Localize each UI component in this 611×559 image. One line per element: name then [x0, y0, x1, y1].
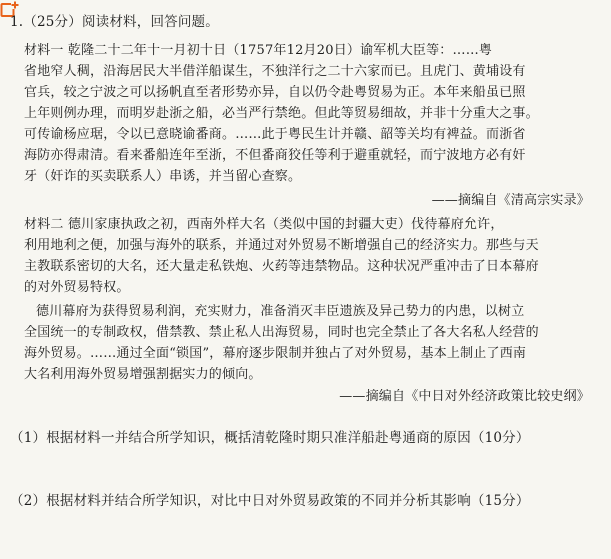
material2b-line: 全国统一的专制政权，借禁教、禁止私人出海贸易，同时也完全禁止了各大名私人经营的	[24, 325, 539, 340]
question-1: （1）根据材料一并结合所学知识，概括清乾隆时期只准洋船赴粤通商的原因（10分）	[10, 430, 530, 446]
material2-line: 利用地利之便，加强与海外的联系，并通过对外贸易不断增强自己的经济实力。那些与天	[24, 238, 539, 253]
material1-line: 牙（奸诈的买卖联系人）串诱，并当留心查察。	[24, 169, 302, 184]
material1-line: 可传谕杨应琚，令以已意晓谕番商。……此于粤民生计并赣、韶等关均有裨益。而浙省	[24, 127, 526, 142]
material2b-line: 德川幕府为获得贸易利润，充实财力，准备消灭丰臣遗族及异己势力的内患，以树立	[36, 304, 525, 319]
material2b-line: 大名利用海外贸易增强割据实力的倾向。	[24, 367, 262, 382]
material1-line: 官兵，较之宁波之可以扬帆直至者形势亦异，自以仍令赴粤贸易为正。本年来船虽已照	[24, 85, 526, 100]
material1-line: 上年则例办理，而明岁赴浙之船，必当严行禁绝。但此等贸易细故，并非十分重大之事。	[24, 106, 539, 121]
material2-line: 的对外贸易特权。	[24, 280, 130, 295]
question-header: 1.（25分）阅读材料，回答问题。	[10, 14, 219, 30]
material2b-line: 海外贸易。……通过全面“锁国”，幕府逐步限制并独占了对外贸易，基本上制止了西南	[24, 346, 527, 361]
material1-source: ——摘编自《清高宗实录》	[431, 193, 590, 208]
material2-line: 材料二 德川家康执政之初，西南外样大名（类似中国的封疆大吏）伐待幕府允许，	[24, 217, 504, 232]
material1-line: 海防亦得肃清。看来番船连年至浙，不但番商狡任等利于避重就轻，而宁波地方必有奸	[24, 148, 526, 163]
material2-source: ——摘编自《中日对外经济政策比较史纲》	[339, 389, 590, 404]
material1-line: 材料一 乾隆二十二年十一月初十日（1757年12月20日）谕军机大臣等：……粤	[24, 43, 493, 58]
material2-line: 主教联系密切的大名，还大量走私铁炮、火药等违禁物品。这种状况严重冲击了日本幕府	[24, 259, 539, 274]
material1-line: 省地窄人稠，沿海居民大半借洋船谋生，不独洋行之二十六家而已。且虎门、黄埔设有	[24, 64, 526, 79]
question-2: （2）根据材料并结合所学知识，对比中日对外贸易政策的不同并分析其影响（15分）	[10, 493, 530, 509]
